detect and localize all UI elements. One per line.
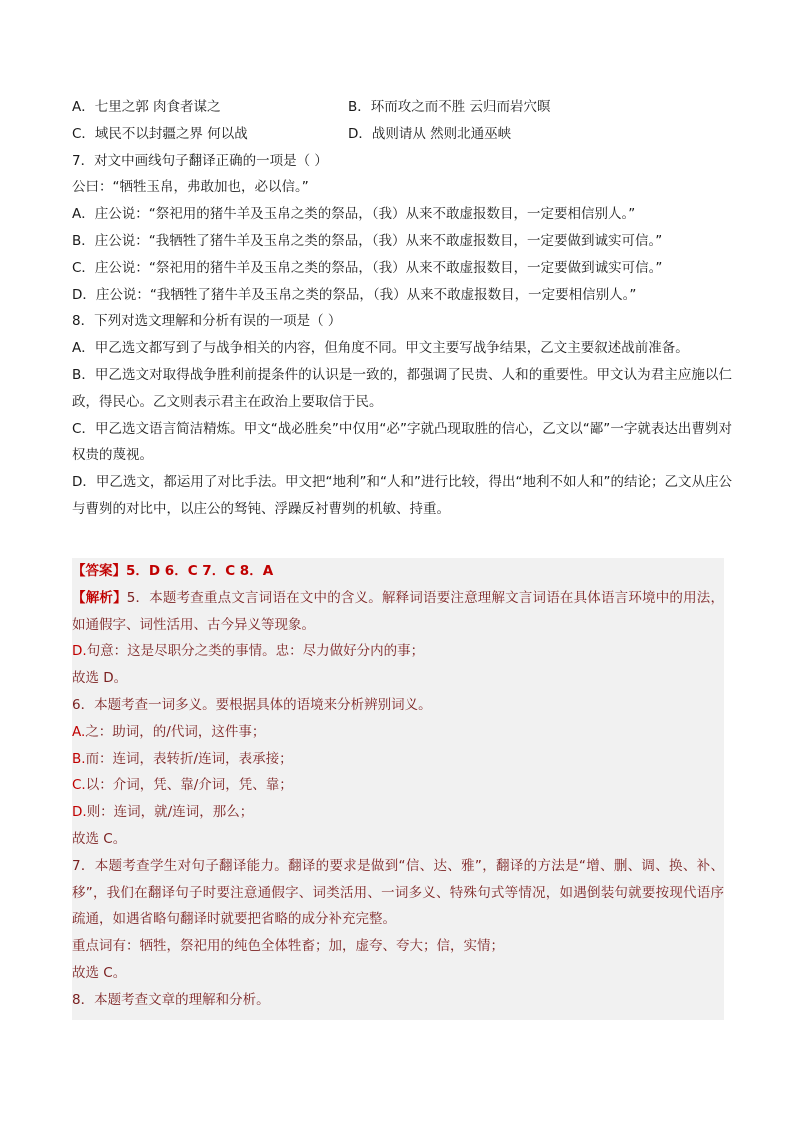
q8-option-c: C．甲乙选文语言简洁精炼。甲文“战必胜矣”中仅用“必”字就凸现取胜的信心，乙文以“鄙”一字就表达出曹刿对权贵的蔑视。 (72, 420, 732, 464)
q5-d-text: 句意：这是尽职分之类的事情。忠：尽力做好分内的事； (86, 643, 425, 660)
analysis-q5-d (72, 638, 724, 665)
analysis-q5-intro: 5．本题考查重点文言词语在文中的含义。解释词语要注意理解文言词语在具体语言环境中的用法，如通假字、词性活用、古今异义等现象。 (72, 589, 725, 633)
analysis-q7-choose: 故选 C。 (72, 964, 127, 981)
q7-option-c: C．庄公说：“祭祀用的猪牛羊及玉帛之类的祭品，（我）从来不敢虚报数目，一定要做到诚实可信。” (72, 259, 663, 276)
q5-d-letter: D. (72, 643, 87, 660)
q6-a-text: 之：助词，的/代词，这件事； (85, 723, 266, 740)
q8-stem: 8．下列对选文理解和分析有误的一项是（ ） (72, 313, 342, 330)
analysis-q8-intro: 8．本题考查文章的理解和分析。 (72, 991, 270, 1008)
option-c: C．域民不以封疆之界 何以战 (72, 125, 248, 142)
q6-b-letter: B. (72, 750, 86, 767)
answer-label: 【答案】 (72, 563, 126, 579)
q6-b-text: 而：连词，表转折/连词，表承接； (85, 750, 293, 767)
answer-section (72, 558, 724, 1020)
analysis-q6-d (72, 799, 724, 826)
analysis-q5 (72, 585, 724, 639)
q8-option-a: A．甲乙选文都写到了与战争相关的内容，但角度不同。甲文主要写战争结果，乙文主要叙述战前准备。 (72, 340, 689, 357)
q7-option-a: A．庄公说：“祭祀用的猪牛羊及玉帛之类的祭品，（我）从来不敢虚报数目，一定要相信别人。” (72, 206, 636, 223)
analysis-q7-key: 重点词有：牺牲，祭祀用的纯色全体牲畜；加，虚夸、夸大；信，实情； (72, 938, 504, 955)
analysis-q6-intro: 6．本题考查一词多义。要根据具体的语境来分析辨别词义。 (72, 696, 432, 713)
q6-d-text: 则：连词，就/连词，那么； (86, 804, 254, 821)
analysis-q7-intro: 7．本题考查学生对句子翻译能力。翻译的要求是做到“信、达、雅”，翻译的方法是“增、删、调、换、补、移”，我们在翻译句子时要注意通假字、词类活用、一词多义、特殊句式等情况，如遇倒装句就要按现代语序疏通，如遇省略句翻译时就要把省略的成分补充完整。 (72, 857, 724, 928)
analysis-q6-b (72, 746, 724, 773)
q7-quote: 公曰：“牺牲玉帛，弗敢加也，必以信。” (72, 179, 309, 196)
q7-option-b: B．庄公说：“我牺牲了猪牛羊及玉帛之类的祭品，（我）从来不敢虚报数目，一定要做到诚实可信。” (72, 232, 663, 249)
analysis-q6-c (72, 772, 724, 799)
q7-option-d: D．庄公说：“我牺牲了猪牛羊及玉帛之类的祭品，（我）从来不敢虚报数目，一定要相信别人。” (72, 286, 637, 303)
q8-option-b: B．甲乙选文对取得战争胜利前提条件的认识是一致的，都强调了民贵、人和的重要性。甲文认为君主应施以仁政，得民心。乙文则表示君主在政治上要取信于民。 (72, 366, 732, 410)
analysis-q5-choose: 故选 D。 (72, 670, 128, 687)
q6-a-letter: A. (72, 723, 86, 740)
option-a: A．七里之郭 肉食者谋之 (72, 99, 221, 115)
option-b: B．环而攻之而不胜 云归而岩穴暝 (348, 99, 551, 115)
option-d: D．战则请从 然则北通巫峡 (348, 125, 512, 142)
analysis-q6-a (72, 719, 724, 746)
q6-c-letter: C. (72, 777, 86, 794)
option-row-ab (72, 94, 732, 121)
answer-text: 5．D 6．C 7．C 8．A (126, 563, 274, 579)
q8-option-d: D．甲乙选文，都运用了对比手法。甲文把“地利”和“人和”进行比较，得出“地利不如人和”的结论；乙文从庄公与曹刿的对比中，以庄公的驽钝、浮躁反衬曹刿的机敏、持重。 (72, 474, 732, 517)
analysis-q6-choose: 故选 C。 (72, 830, 127, 847)
option-row-cd (72, 121, 732, 148)
q6-c-text: 以：介词，凭、靠/介词，凭、靠； (85, 777, 293, 794)
question-area (72, 94, 732, 523)
q6-d-letter: D. (72, 804, 87, 821)
answer-line (72, 558, 724, 585)
q7-stem: 7．对文中画线句子翻译正确的一项是（ ） (72, 152, 328, 169)
analysis-label: 【解析】 (72, 589, 127, 606)
